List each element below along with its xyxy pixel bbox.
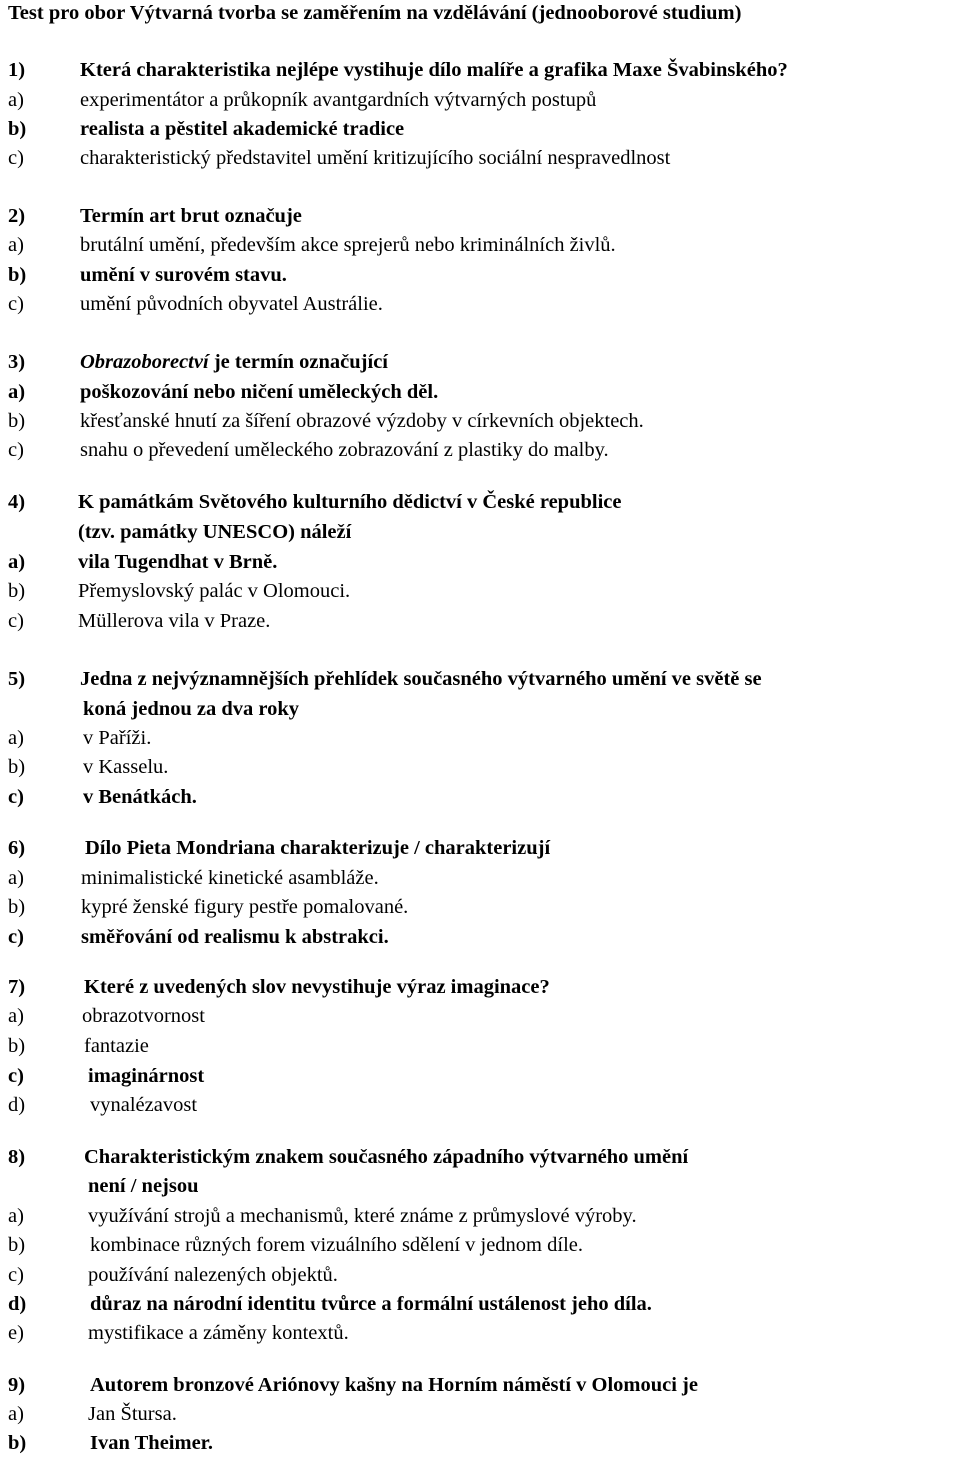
question-8	[8, 1145, 689, 1169]
option-2b	[8, 263, 287, 287]
question-text: Jedna z nejvýznamnějších přehlídek současného výtvarného umění ve světě se	[80, 668, 762, 690]
option-text: minimalistické kinetické asambláže.	[81, 867, 379, 889]
option-8c	[8, 1263, 338, 1287]
question-text-cont: (tzv. památky UNESCO) náleží	[78, 521, 352, 543]
option-text: umění původních obyvatel Austrálie.	[80, 293, 383, 315]
option-7a	[8, 1004, 205, 1028]
option-5c	[8, 785, 197, 809]
option-label: c)	[8, 786, 24, 808]
question-text: Která charakteristika nejlépe vystihuje dílo malíře a grafika Maxe Švabinského?	[80, 59, 788, 81]
option-5a	[8, 726, 152, 750]
option-text: využívání strojů a mechanismů, které známe z průmyslové výroby.	[88, 1205, 637, 1227]
option-7d	[8, 1093, 198, 1117]
option-text: Přemyslovský palác v Olomouci.	[78, 580, 351, 602]
option-label: a)	[8, 1005, 24, 1027]
question-number: 3)	[8, 351, 26, 373]
option-8b	[8, 1233, 583, 1257]
question-number: 9)	[8, 1374, 26, 1396]
option-text: kombinace různých forem vizuálního sdělení v jednom díle.	[90, 1234, 583, 1256]
question-number: 6)	[8, 837, 26, 859]
question-text: Charakteristickým znakem současného západního výtvarného umění	[84, 1146, 689, 1168]
option-text: důraz na národní identitu tvůrce a formální ustálenost jeho díla.	[90, 1293, 652, 1315]
option-label: a)	[8, 1403, 24, 1425]
question-number: 1)	[8, 59, 26, 81]
option-text: imaginárnost	[88, 1065, 205, 1087]
option-9b	[8, 1431, 214, 1455]
option-6b	[8, 895, 409, 919]
question-6	[8, 836, 551, 860]
option-text: v Paříži.	[83, 727, 152, 749]
option-label: c)	[8, 439, 24, 461]
option-4b	[8, 579, 351, 603]
option-label: b)	[8, 1234, 26, 1256]
question-number: 8)	[8, 1146, 26, 1168]
option-2c	[8, 292, 383, 316]
option-text: obrazotvornost	[82, 1005, 205, 1027]
option-1a	[8, 88, 597, 112]
question-number: 2)	[8, 205, 26, 227]
question-5	[8, 667, 762, 691]
option-3a	[8, 380, 439, 404]
question-7	[8, 975, 550, 999]
question-text: Termín art brut označuje	[80, 205, 302, 227]
option-label: b)	[8, 264, 27, 286]
option-4c	[8, 609, 271, 633]
option-label: a)	[8, 89, 24, 111]
option-text: vynalézavost	[90, 1094, 198, 1116]
option-text: brutální umění, především akce sprejerů nebo kriminálních živlů.	[80, 234, 616, 256]
option-text: snahu o převedení uměleckého zobrazování z plastiky do malby.	[80, 439, 609, 461]
option-text: kypré ženské figury pestře pomalované.	[81, 896, 409, 918]
option-text: fantazie	[84, 1035, 149, 1057]
option-8d	[8, 1292, 652, 1316]
option-text: Ivan Theimer.	[90, 1432, 214, 1454]
option-label: b)	[8, 1035, 26, 1057]
option-label: c)	[8, 926, 24, 948]
option-text: v Benátkách.	[83, 786, 197, 808]
option-text: směřování od realismu k abstrakci.	[81, 926, 389, 948]
option-label: d)	[8, 1094, 26, 1116]
option-label: a)	[8, 867, 24, 889]
option-label: d)	[8, 1293, 27, 1315]
option-text: používání nalezených objektů.	[88, 1264, 338, 1286]
option-3b	[8, 409, 644, 433]
question-9	[8, 1373, 698, 1397]
option-label: b)	[8, 1432, 27, 1454]
option-text: Müllerova vila v Praze.	[78, 610, 271, 632]
option-text: umění v surovém stavu.	[80, 264, 287, 286]
question-text-cont: koná jednou za dva roky	[83, 698, 300, 720]
option-label: b)	[8, 896, 26, 918]
question-text: Dílo Pieta Mondriana charakterizuje / charakterizují	[85, 837, 551, 859]
option-text: experimentátor a průkopník avantgardních výtvarných postupů	[80, 89, 597, 111]
question-4	[8, 490, 622, 514]
option-7c	[8, 1064, 205, 1088]
option-label: a)	[8, 727, 24, 749]
option-4a	[8, 550, 278, 574]
question-text: Které z uvedených slov nevystihuje výraz imaginace?	[84, 976, 550, 998]
question-1	[8, 58, 788, 82]
option-text: vila Tugendhat v Brně.	[78, 551, 278, 573]
option-6a	[8, 866, 379, 890]
question-text: Autorem bronzové Ariónovy kašny na Horním náměstí v Olomouci je	[90, 1374, 698, 1396]
option-label: b)	[8, 410, 26, 432]
question-text-rest: je termín označující	[208, 351, 389, 373]
option-label: a)	[8, 1205, 24, 1227]
option-8e	[8, 1321, 349, 1345]
option-label: c)	[8, 1065, 24, 1087]
question-number: 7)	[8, 976, 26, 998]
option-text: charakteristický představitel umění kritizujícího sociální nespravedlnost	[80, 147, 671, 169]
option-text: v Kasselu.	[83, 756, 169, 778]
option-label: a)	[8, 234, 24, 256]
option-text: křesťanské hnutí za šíření obrazové výzdoby v církevních objektech.	[80, 410, 644, 432]
option-label: a)	[8, 381, 26, 403]
option-label: b)	[8, 580, 26, 602]
option-1c	[8, 146, 671, 170]
option-3c	[8, 438, 609, 462]
option-7b	[8, 1034, 149, 1058]
question-number: 4)	[8, 491, 26, 513]
option-text: mystifikace a záměny kontextů.	[88, 1322, 349, 1344]
option-6c	[8, 925, 389, 949]
option-label: b)	[8, 756, 26, 778]
option-1b	[8, 117, 405, 141]
option-2a	[8, 233, 616, 257]
question-text-cont: není / nejsou	[88, 1175, 199, 1197]
question-number: 5)	[8, 668, 26, 690]
question-3	[8, 350, 389, 374]
option-label: b)	[8, 118, 27, 140]
option-text: poškozování nebo ničení uměleckých děl.	[80, 381, 439, 403]
option-text: Jan Štursa.	[88, 1403, 177, 1425]
option-8a	[8, 1204, 637, 1228]
question-text: K památkám Světového kulturního dědictví v České republice	[78, 491, 622, 513]
option-text: realista a pěstitel akademické tradice	[80, 118, 405, 140]
question-text	[80, 350, 388, 374]
question-2	[8, 204, 302, 228]
option-5b	[8, 755, 169, 779]
option-label: e)	[8, 1322, 24, 1344]
option-label: c)	[8, 293, 24, 315]
option-9a	[8, 1402, 177, 1426]
option-label: c)	[8, 147, 24, 169]
option-label: c)	[8, 1264, 24, 1286]
option-label: c)	[8, 610, 24, 632]
question-term: Obrazoborectví	[80, 351, 209, 373]
option-label: a)	[8, 551, 26, 573]
document-title: Test pro obor Výtvarná tvorba se zaměřením na vzdělávání (jednooborové studium)	[8, 2, 742, 24]
